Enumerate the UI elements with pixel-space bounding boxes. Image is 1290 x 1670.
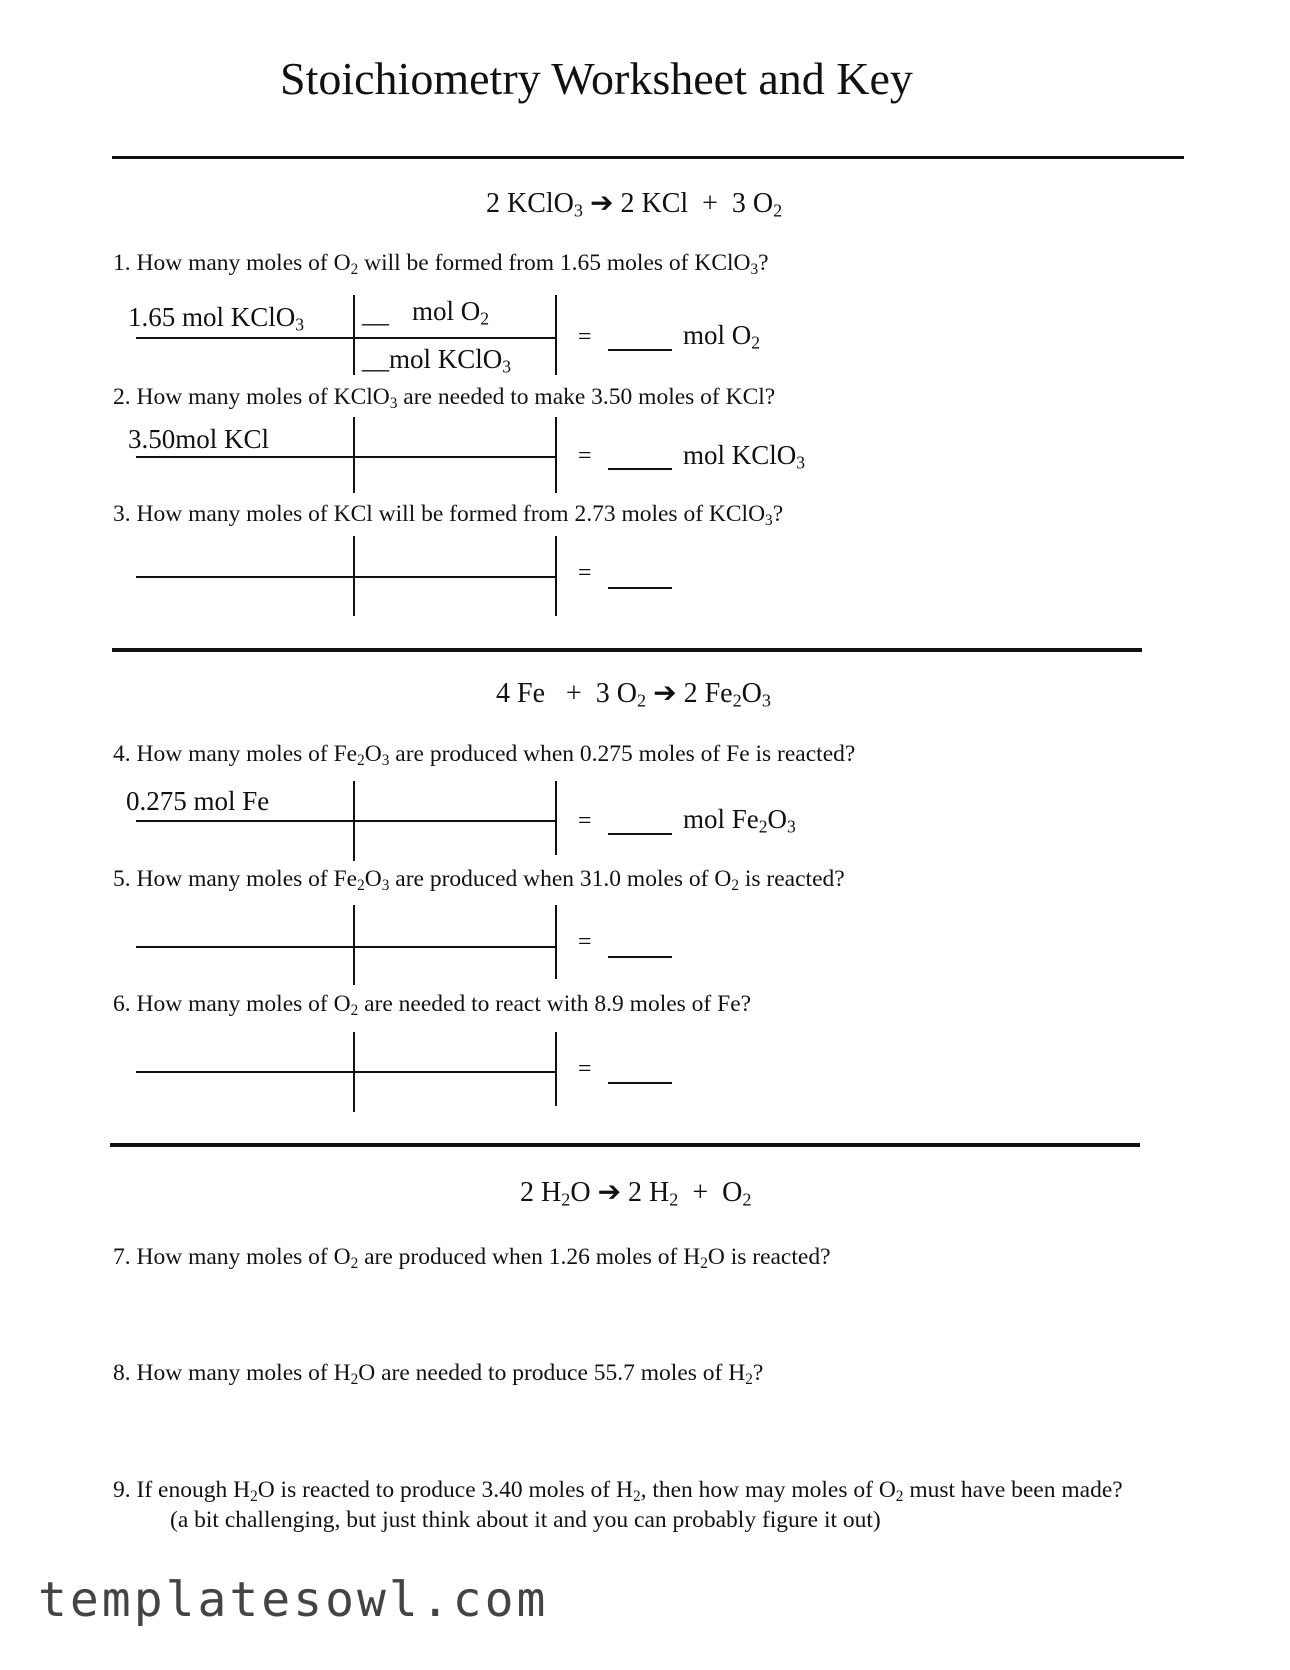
subscript: 3	[796, 452, 806, 473]
arrow-icon: ➔	[590, 188, 614, 219]
subscript: 2	[731, 876, 739, 894]
reaction-2-part: 4 Fe + 3 O	[496, 678, 638, 709]
reaction-3-part: O	[570, 1177, 591, 1208]
subscript: 2	[480, 308, 490, 329]
question-9-note: (a bit challenging, but just think about it and you can probably figure it out)	[170, 1507, 881, 1533]
grid-5-hline	[136, 946, 556, 948]
reaction-2-sub: 3	[761, 690, 771, 711]
question-text: ?	[758, 250, 769, 276]
reaction-3-sub: 2	[669, 1189, 679, 1210]
grid-1-top-dash: __	[362, 298, 389, 328]
reaction-3-sub: 2	[561, 1189, 571, 1210]
grid-6-hline	[136, 1071, 556, 1073]
divider-3	[110, 1143, 1140, 1147]
reaction-1-part: 2 KClO	[486, 188, 574, 219]
question-text: O are needed to produce 55.7 moles of H	[358, 1360, 746, 1386]
subscript: 2	[350, 1254, 359, 1272]
arrow-icon: ➔	[597, 1177, 622, 1208]
grid-2-answer-unit	[683, 440, 805, 473]
grid-5-vline-1	[353, 905, 355, 985]
grid-3-vline-2	[555, 536, 557, 616]
question-text: 2. How many moles of KClO	[113, 384, 390, 410]
answer-unit: mol O	[683, 320, 752, 350]
page-title: Stoichiometry Worksheet and Key	[280, 53, 913, 104]
grid-2-vline-2	[555, 417, 557, 493]
subscript: 2	[350, 260, 359, 278]
answer-blank	[608, 468, 672, 470]
subscript: 3	[295, 314, 305, 335]
reaction-3-part: 2 H	[628, 1177, 670, 1208]
equals-sign: =	[578, 324, 592, 350]
reaction-2	[496, 676, 771, 712]
reaction-2-part: 2 Fe	[683, 678, 733, 709]
question-text: O is reacted?	[707, 1244, 831, 1270]
denominator-unit: __mol KClO	[362, 344, 503, 374]
reaction-2-part: O	[741, 678, 762, 709]
reaction-3-part: + O	[678, 1177, 743, 1208]
question-2	[113, 384, 775, 413]
subscript: 2	[250, 1487, 258, 1505]
question-text: ?	[772, 501, 784, 527]
subscript: 2	[751, 332, 761, 353]
question-text: 7. How many moles of O	[113, 1244, 351, 1270]
subscript: 3	[750, 260, 759, 278]
question-text: 8. How many moles of H	[113, 1360, 351, 1386]
reaction-3-sub: 2	[742, 1189, 752, 1210]
equals-sign: =	[578, 808, 592, 834]
grid-2-given: 3.50mol KCl	[128, 424, 270, 454]
given-value: 1.65 mol KClO	[128, 302, 296, 332]
subscript: 2	[758, 816, 768, 837]
reaction-3-part: 2 H	[520, 1177, 562, 1208]
grid-1-given	[128, 302, 304, 335]
question-text: is reacted?	[739, 866, 845, 892]
watermark: templatesowl.com	[38, 1572, 549, 1628]
reaction-1-part: 2 KCl + 3 O	[620, 188, 774, 219]
grid-4-vline-1	[353, 781, 355, 861]
question-7	[113, 1244, 831, 1273]
subscript: 2	[350, 1370, 359, 1388]
grid-1-vline-1	[353, 295, 355, 375]
question-text: O is reacted to produce 3.40 moles of H	[257, 1477, 633, 1503]
question-text: will be formed from 1.65 moles of KClO	[358, 250, 751, 276]
subscript: 3	[389, 394, 398, 412]
grid-4-vline-2	[555, 781, 557, 855]
divider-2	[112, 648, 1142, 652]
answer-blank	[608, 349, 672, 351]
question-text: O	[364, 866, 382, 892]
subscript: 3	[502, 356, 512, 377]
answer-blank	[608, 833, 672, 835]
question-text: are produced when 0.275 moles of Fe is reacted?	[389, 741, 856, 767]
subscript: 2	[745, 1370, 753, 1388]
question-text: 3. How many moles of KCl will be formed from 2.73 moles of KClO	[113, 501, 766, 527]
answer-unit: mol Fe	[683, 804, 759, 834]
question-4	[113, 741, 855, 770]
answer-unit: O	[767, 804, 788, 834]
reaction-2-sub: 2	[637, 690, 647, 711]
reaction-1-sub: 3	[573, 200, 583, 221]
reaction-1-sub: 2	[773, 200, 783, 221]
answer-blank	[608, 587, 672, 589]
question-text: 5. How many moles of Fe	[113, 866, 358, 892]
grid-6-vline-2	[555, 1032, 557, 1106]
question-text: O	[364, 741, 382, 767]
grid-1-answer-unit	[683, 320, 760, 353]
equals-sign: =	[578, 443, 592, 469]
grid-3-hline	[136, 576, 556, 578]
equals-sign: =	[578, 929, 592, 955]
question-text: , then how may moles of O	[640, 1477, 896, 1503]
question-1	[113, 250, 769, 279]
question-text: ?	[752, 1360, 764, 1386]
reaction-3	[520, 1175, 751, 1211]
question-text: must have been made?	[903, 1477, 1123, 1503]
grid-2-vline-1	[353, 417, 355, 493]
grid-1-vline-2	[555, 295, 557, 375]
grid-4-hline	[136, 820, 556, 822]
question-text: 9. If enough H	[113, 1477, 251, 1503]
grid-5-vline-2	[555, 905, 557, 979]
grid-6-vline-1	[353, 1032, 355, 1112]
question-text: 1. How many moles of O	[113, 250, 351, 276]
question-text: are produced when 1.26 moles of H	[358, 1244, 701, 1270]
subscript: 2	[350, 1001, 359, 1019]
question-text: 4. How many moles of Fe	[113, 741, 358, 767]
question-5	[113, 866, 845, 895]
question-3	[113, 501, 783, 530]
reaction-1	[486, 186, 782, 222]
answer-blank	[608, 956, 672, 958]
question-text: 6. How many moles of O	[113, 991, 351, 1017]
question-text: are needed to make 3.50 moles of KCl?	[397, 384, 776, 410]
subscript: 2	[632, 1487, 641, 1505]
answer-blank	[608, 1082, 672, 1084]
question-text: are needed to react with 8.9 moles of Fe?	[358, 991, 752, 1017]
subscript: 3	[381, 876, 390, 894]
question-6	[113, 991, 751, 1020]
subscript: 3	[381, 751, 390, 769]
question-text: are produced when 31.0 moles of O	[389, 866, 732, 892]
grid-4-given: 0.275 mol Fe	[126, 786, 270, 816]
grid-1-numerator	[412, 296, 489, 329]
divider-top	[112, 156, 1184, 159]
numerator-unit: mol O	[412, 296, 481, 326]
equals-sign: =	[578, 560, 592, 586]
subscript: 3	[765, 511, 773, 529]
grid-1-denominator	[362, 344, 511, 377]
equals-sign: =	[578, 1056, 592, 1082]
grid-3-vline-1	[353, 536, 355, 616]
subscript: 2	[357, 751, 365, 769]
reaction-2-sub: 2	[732, 690, 742, 711]
grid-1-hline	[136, 337, 556, 339]
subscript: 2	[895, 1487, 904, 1505]
question-9	[113, 1477, 1123, 1506]
arrow-icon: ➔	[653, 678, 677, 709]
answer-unit: mol KClO	[683, 440, 797, 470]
grid-4-answer-unit	[683, 804, 796, 837]
question-8	[113, 1360, 763, 1389]
subscript: 2	[700, 1254, 708, 1272]
subscript: 3	[787, 816, 796, 837]
grid-2-hline	[136, 456, 556, 458]
subscript: 2	[357, 876, 365, 894]
